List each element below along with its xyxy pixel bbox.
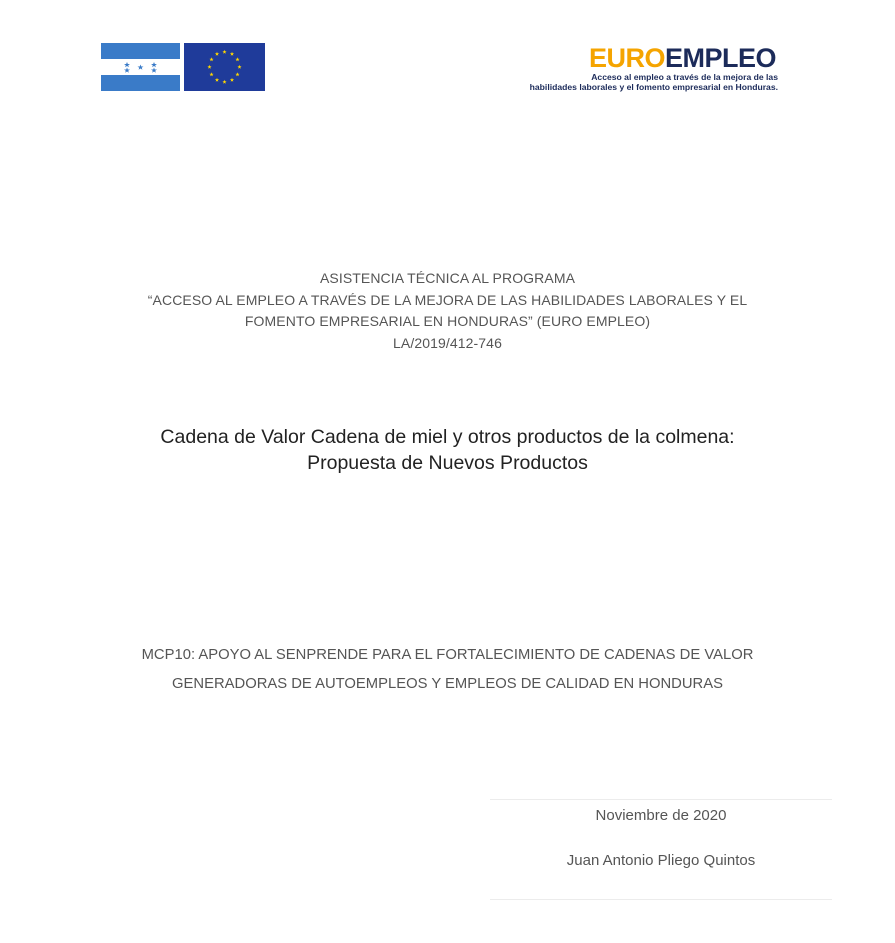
eu-star [209,57,213,61]
document-author: Juan Antonio Pliego Quintos [566,852,756,869]
eu-star [230,52,234,56]
eu-star [222,50,226,54]
program-reference: LA/2019/412-746 [393,334,502,351]
honduras-flag-icon [101,43,180,91]
program-line-3: FOMENTO EMPRESARIAL EN HONDURAS” (EURO EMPLEO) [244,313,651,329]
eu-star [215,52,219,56]
logo-tagline-line2: habilidades laborales y el fomento empresarial en Honduras. [529,81,778,92]
flag-star [124,68,130,73]
document-date: Noviembre de 2020 [595,807,727,824]
logo-empleo-text: EMPLEO [664,43,776,73]
flag-star [151,68,157,73]
mcp-subtitle [0,641,895,699]
mcp-line-1: MCP10: APOYO AL SENPRENDE PARA EL FORTALECIMIENTO DE CADENAS DE VALOR [141,647,754,663]
flag-band-bottom [101,75,180,91]
eu-star [235,72,239,76]
flag-star [138,65,144,70]
program-line-1: ASISTENCIA TÉCNICA AL PROGRAMA [319,270,576,286]
program-line-2: “ACCESO AL EMPLEO A TRAVÉS DE LA MEJORA DE LAS HABILIDADES LABORALES Y EL [147,291,748,308]
document-title [0,424,895,476]
logo-tagline-line1: Acceso al empleo a través de la mejora de las [591,72,778,82]
title-line-1: Cadena de Valor Cadena de miel y otros productos de la colmena: [160,426,735,448]
flag-star [151,62,157,67]
logo-euro-text: EURO [588,43,665,73]
eu-star [222,80,226,84]
eu-star [237,65,241,69]
mcp-line-2: GENERADORAS DE AUTOEMPLEOS Y EMPLEOS DE CALIDAD EN HONDURAS [172,676,723,692]
program-heading [0,268,895,354]
footer-divider-top [490,799,832,800]
eu-star [215,78,219,82]
flag-star [124,62,130,67]
flag-band-top [101,43,180,59]
eu-star [230,78,234,82]
eu-flag-icon [184,43,265,91]
euroempleo-logo [510,44,778,94]
logo-wordmark [589,44,776,72]
eu-stars [184,43,265,91]
title-line-2: Propuesta de Nuevos Productos [307,452,588,474]
eu-star [209,72,213,76]
eu-star [207,65,211,69]
flag-stars [101,59,180,75]
footer-divider-bottom [490,899,832,900]
eu-star [235,57,239,61]
logo-tagline [530,73,778,92]
